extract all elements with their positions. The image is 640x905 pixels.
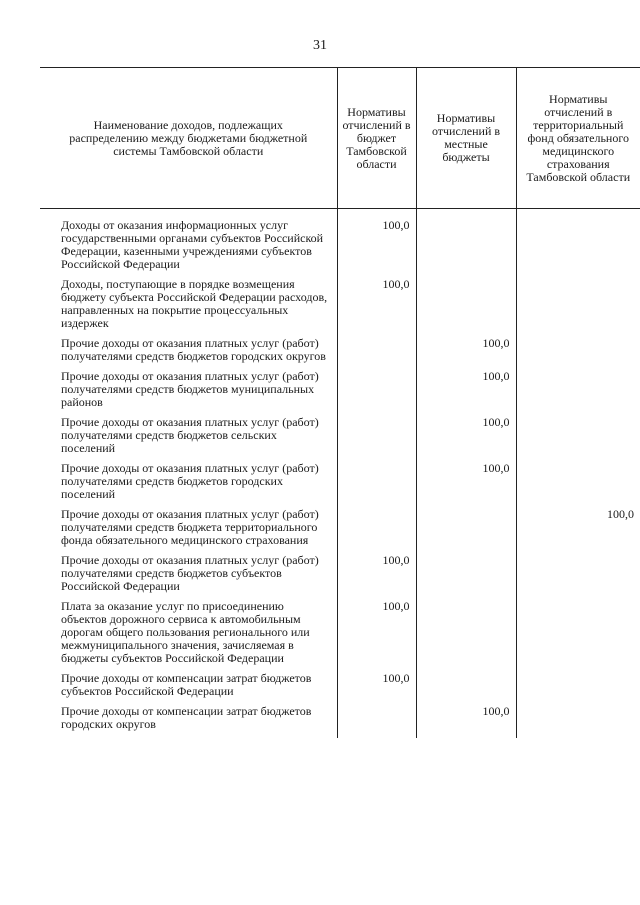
row-local-value: 100,0 — [416, 416, 516, 462]
header-revenue-name: Наименование доходов, подлежащих распределению между бюджетами бюджетной системы Тамбовской области — [40, 68, 337, 209]
row-fund-value — [516, 278, 640, 337]
row-fund-value: 100,0 — [516, 508, 640, 554]
page-number: 31 — [313, 38, 327, 53]
table-row — [40, 508, 640, 554]
table-row — [40, 416, 640, 462]
row-revenue-name: Прочие доходы от оказания платных услуг (работ) получателями средств бюджета территориального фонда обязательного медицинского страхования — [61, 507, 319, 547]
table-header-row — [40, 68, 640, 209]
revenue-distribution-table — [40, 67, 640, 738]
table-row — [40, 278, 640, 337]
row-local-value: 100,0 — [416, 370, 516, 416]
row-revenue-name: Прочие доходы от оказания платных услуг (работ) получателями средств бюджетов субъектов Российской Федерации — [61, 553, 319, 593]
row-local-value — [416, 209, 516, 279]
row-revenue-name: Доходы от оказания информационных услуг государственными органами субъектов Российской Федерации, казенными учреждениями субъектов Российской Федерации — [61, 218, 324, 271]
row-local-value — [416, 278, 516, 337]
row-fund-value — [516, 672, 640, 705]
row-local-value — [416, 672, 516, 705]
row-fund-value — [516, 416, 640, 462]
row-fund-value — [516, 209, 640, 279]
row-fund-value — [516, 370, 640, 416]
row-regional-value — [337, 508, 416, 554]
row-local-value — [416, 554, 516, 600]
table-row — [40, 600, 640, 672]
header-insurance-fund: Нормативы отчислений в территориальный фонд обязательного медицинского страхования Тамбовской области — [516, 68, 640, 209]
row-local-value — [416, 508, 516, 554]
row-regional-value — [337, 337, 416, 370]
table-row — [40, 705, 640, 738]
row-revenue-name: Прочие доходы от компенсации затрат бюджетов субъектов Российской Федерации — [61, 671, 312, 698]
row-regional-value: 100,0 — [337, 209, 416, 279]
table-row — [40, 209, 640, 279]
table-row — [40, 462, 640, 508]
row-revenue-name: Доходы, поступающие в порядке возмещения бюджету субъекта Российской Федерации расходов, направленных на покрытие процессуальных издержек — [61, 277, 328, 330]
row-local-value: 100,0 — [416, 462, 516, 508]
table-row — [40, 337, 640, 370]
row-regional-value: 100,0 — [337, 278, 416, 337]
table-row — [40, 554, 640, 600]
row-local-value — [416, 600, 516, 672]
row-revenue-name: Плата за оказание услуг по присоединению объектов дорожного сервиса к автомобильным дорогам общего пользования регионального или межмуниципального значения, зачисляемая в бюджеты субъектов Российской Федерации — [61, 599, 310, 665]
row-regional-value: 100,0 — [337, 600, 416, 672]
row-local-value: 100,0 — [416, 337, 516, 370]
row-fund-value — [516, 705, 640, 738]
row-local-value: 100,0 — [416, 705, 516, 738]
row-revenue-name: Прочие доходы от оказания платных услуг (работ) получателями средств бюджетов сельских поселений — [61, 415, 319, 455]
row-regional-value: 100,0 — [337, 672, 416, 705]
row-fund-value — [516, 462, 640, 508]
table-row — [40, 370, 640, 416]
row-regional-value — [337, 705, 416, 738]
header-regional-budget: Нормативы отчислений в бюджет Тамбовской области — [337, 68, 416, 209]
row-revenue-name: Прочие доходы от оказания платных услуг (работ) получателями средств бюджетов городских округов — [61, 336, 326, 363]
row-fund-value — [516, 337, 640, 370]
header-local-budgets: Нормативы отчислений в местные бюджеты — [416, 68, 516, 209]
row-regional-value — [337, 416, 416, 462]
table-row — [40, 672, 640, 705]
row-fund-value — [516, 554, 640, 600]
row-regional-value — [337, 462, 416, 508]
row-fund-value — [516, 600, 640, 672]
row-regional-value: 100,0 — [337, 554, 416, 600]
row-revenue-name: Прочие доходы от оказания платных услуг (работ) получателями средств бюджетов муниципальных районов — [61, 369, 319, 409]
row-revenue-name: Прочие доходы от оказания платных услуг (работ) получателями средств бюджетов городских поселений — [61, 461, 319, 501]
row-regional-value — [337, 370, 416, 416]
row-revenue-name: Прочие доходы от компенсации затрат бюджетов городских округов — [61, 704, 312, 731]
